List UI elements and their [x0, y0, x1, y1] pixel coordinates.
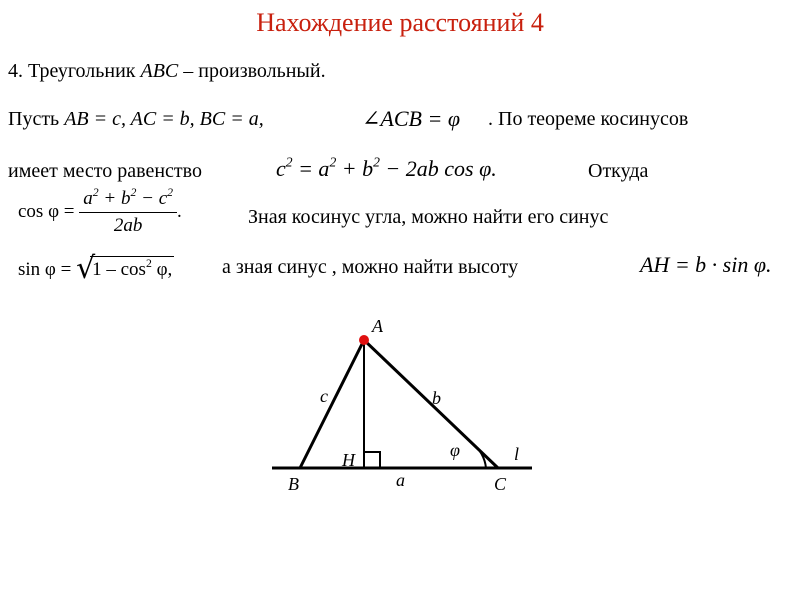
num-c: − c: [136, 188, 168, 209]
label-foot-h: H: [342, 450, 355, 470]
cos-numerator: [79, 185, 177, 213]
side-definitions: AB = c, AC = b, BC = a,: [64, 108, 264, 130]
cos-label: cos φ =: [18, 200, 75, 222]
num-exp-a: 2: [92, 185, 99, 199]
cos-denominator: 2ab: [113, 215, 143, 236]
right-angle-mark: [364, 452, 380, 468]
sin-formula: [18, 256, 174, 281]
label-side-a: a: [396, 470, 405, 490]
num-exp-c: 2: [167, 185, 174, 199]
height-hint-text: а зная синус , можно найти высоту: [222, 256, 519, 278]
whence-word: Откуда: [588, 160, 649, 182]
label-line-l: l: [514, 444, 520, 464]
cos-formula: [18, 185, 182, 237]
exp-b: 2: [373, 154, 380, 170]
cosine-law-formula: [276, 156, 497, 182]
radicand-exp: 2: [145, 256, 152, 270]
height-formula: AH = b · sin φ.: [640, 252, 772, 277]
formula-a: = a: [292, 156, 330, 181]
label-vertex-a: A: [372, 316, 383, 336]
exp-c: 2: [285, 154, 293, 170]
slide-title: Нахождение расстояний 4: [256, 8, 544, 37]
side-c: [300, 340, 364, 468]
exp-a: 2: [329, 154, 337, 170]
equality-prefix: имеет место равенство: [8, 160, 202, 182]
triangle-figure: [260, 310, 550, 500]
formula-tail: − 2ab cos φ.: [379, 156, 497, 181]
num-b: + b: [98, 188, 131, 209]
triangle-name: ABC: [140, 60, 179, 82]
num-a: a: [83, 188, 93, 209]
statement-rest: – произвольный.: [183, 60, 326, 82]
radicand-b: φ,: [151, 259, 173, 280]
label-side-b: b: [432, 388, 441, 408]
cosine-theorem-text: . По теореме косинусов: [488, 108, 689, 130]
label-side-c: c: [320, 386, 328, 406]
sin-label: sin φ =: [18, 259, 72, 280]
label-angle-phi: φ: [450, 440, 460, 460]
sine-hint-text: Зная косинус угла, можно найти его синус: [248, 206, 609, 228]
statement-line-2: [8, 108, 264, 131]
radicand-a: 1 – cos: [92, 259, 146, 280]
label-vertex-c: C: [494, 474, 507, 494]
statement-line-1: [8, 60, 326, 83]
let-word: Пусть: [8, 108, 60, 130]
formula-b: + b: [336, 156, 374, 181]
cos-dot: .: [177, 200, 182, 222]
point-a: [359, 335, 369, 345]
formula-c: c: [276, 156, 286, 181]
num-exp-b: 2: [130, 185, 137, 199]
sqrt-expression: [90, 256, 174, 281]
label-vertex-b: B: [288, 474, 299, 494]
cos-fraction: [79, 185, 177, 237]
statement-number: 4. Треугольник: [8, 60, 136, 82]
angle-formula: ∠ACB = φ: [362, 106, 461, 131]
